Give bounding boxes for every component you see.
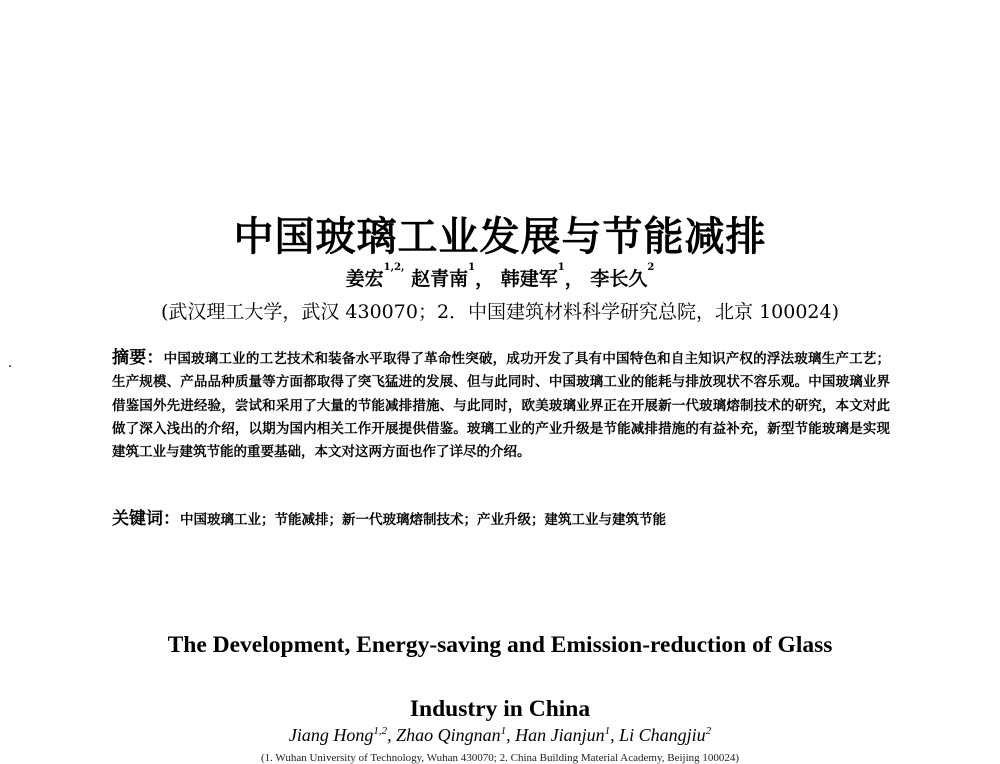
english-affiliation: (1. Wuhan University of Technology, Wuhan 430070; 2. China Building Material Academy, Beijing 100024) [260,752,740,764]
abstract-text: 中国玻璃工业的工艺技术和装备水平取得了革命性突破，成功开发了具有中国特色和自主知识产权的浮法玻璃生产工艺；生产规模、产品品种质量等方面都取得了突飞猛进的发展、但与此同时、中国玻璃工业的能耗与排放现状不容乐观。中国玻璃业界借鉴国外先进经验，尝试和采用了大量的节能减排措施、与此同时，欧美玻璃业界正在开展新一代玻璃熔制技术的研究，本文对此做了深入浅出的介绍，以期为国内相关工作开展提供借鉴。玻璃工业的产业升级是节能减排措施的有益补充，新型节能玻璃是实现建筑工业与建筑节能的重要基础，本文对这两方面也作了详尽的介绍。 [112,351,891,461]
keywords-label: 关键词： [112,509,180,529]
author-sup: 1,2, [383,262,405,273]
author-en: Han Jianjun [515,725,605,745]
english-title-line-1: The Development, Energy-saving and Emission-reduction of Glass [167,632,833,658]
author-sup: 2 [705,725,712,737]
author-en: Zhao Qingnan [396,725,501,745]
author-sup: 1 [500,725,507,737]
keywords-text: 中国玻璃工业；节能减排；新一代玻璃熔制技术；产业升级；建筑工业与建筑节能 [180,512,666,528]
author-cn: 李长久 [590,268,648,290]
chinese-affiliation: (武汉理工大学，武汉 430070；2．中国建筑材料科学研究总院，北京 100024) [160,301,840,323]
english-title-line-2: Industry in China [409,696,591,722]
author-sup: 1 [557,262,565,273]
author-cn: 韩建军 [500,268,558,290]
author-en: Li Changjiu [619,725,706,745]
chinese-authors [0,264,1000,291]
abstract-label: 摘要： [112,348,164,368]
author-sup: 1,2 [373,725,388,737]
author-separator: ， [564,268,584,290]
author-en: Jiang Hong [288,725,374,745]
english-title [0,613,1000,741]
abstract [112,347,890,464]
author-sup: 1 [468,262,476,273]
keywords [112,508,890,532]
chinese-title: 中国玻璃工业发展与节能减排 [233,214,767,260]
author-sup: 2 [647,262,655,273]
author-cn: 姜宏 [345,268,384,290]
author-cn: 赵青南 [411,268,469,290]
english-authors: Jiang Hong$^{1,2}$, Zhao Qingnan$^1$, Han Jianjun$^1$, Li Changjiu$^2$ [288,725,712,745]
author-separator: ， [475,268,495,290]
margin-mark [9,365,11,367]
author-sup: 1 [604,725,611,737]
